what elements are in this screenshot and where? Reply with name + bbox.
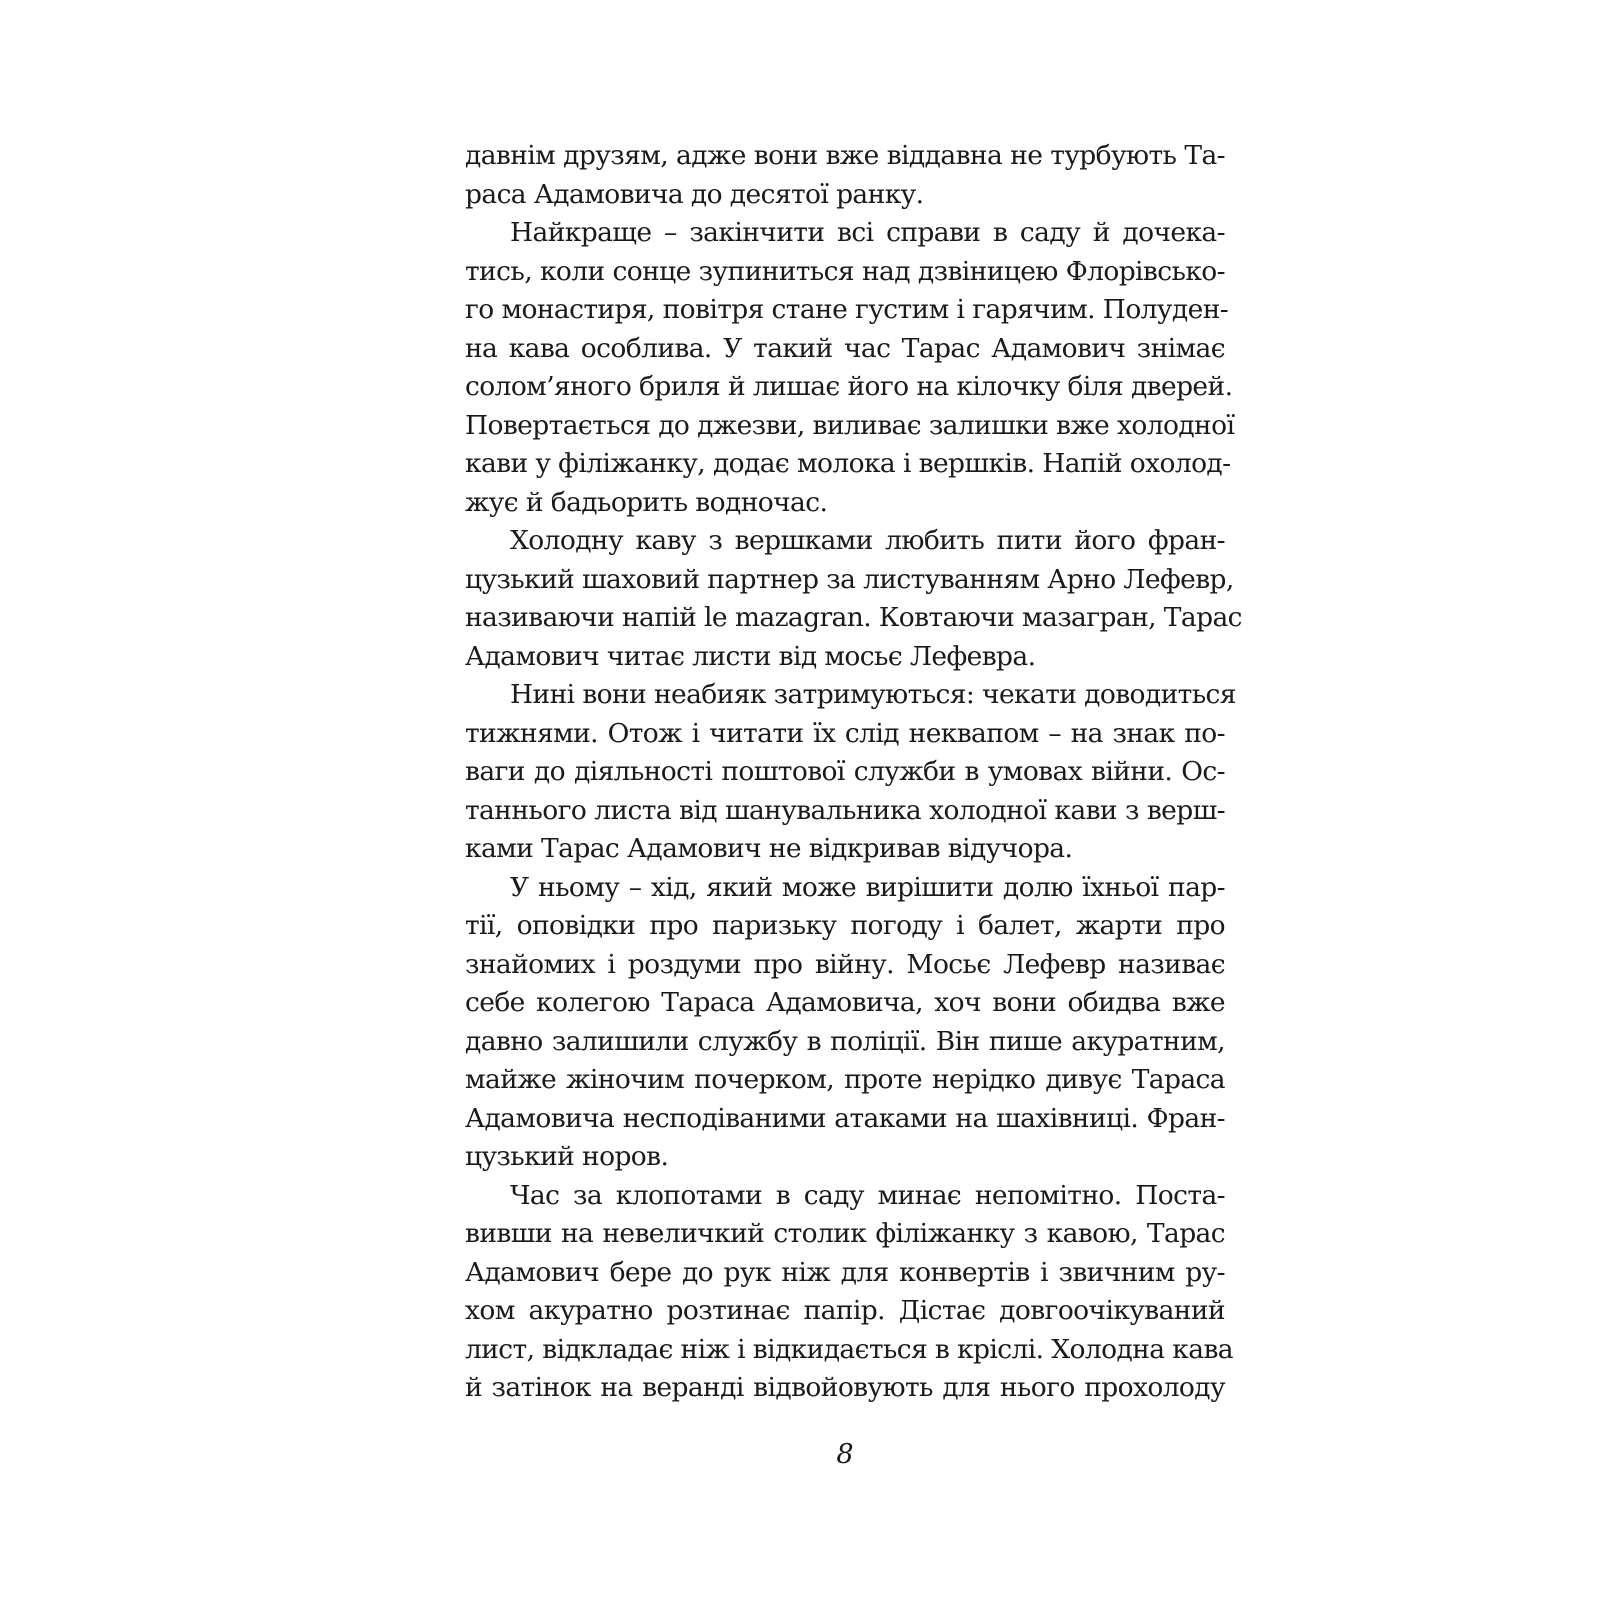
page-number: 8	[836, 1439, 854, 1470]
text-line: цузький норов.	[465, 1141, 669, 1172]
text-line: Повертається до джезви, виливає залишки вже холодної	[465, 409, 1235, 441]
text-line: раса Адамовича до десятої ранку.	[465, 178, 924, 210]
text-line: Адамовича несподіваними атаками на шахівниці. Фран-	[465, 1102, 1225, 1134]
text-line: Час за клопотами в саду минає непомітно. Поста-	[510, 1179, 1225, 1211]
text-line: ваги до діяльності поштової служби в умовах війни. Ос-	[465, 756, 1225, 787]
text-line: У ньому – хід, який може вирішити долю їхньої пар-	[510, 871, 1225, 903]
text-line: Нині вони неабияк затримуються: чекати доводиться	[510, 679, 1236, 710]
page-text	[465, 137, 1242, 1408]
text-line: тії, оповідки про паризьку погоду і балет, жарти про	[465, 910, 1225, 941]
text-line: вивши на невеличкий столик філіжанку з кавою, Тарас	[465, 1218, 1225, 1249]
text-line: давнім друзям, адже вони вже віддавна не турбують Та-	[465, 140, 1225, 171]
text-line: хом акуратно розтинає папір. Дістає довгоочікуваний	[465, 1295, 1225, 1326]
text-line: Холодну каву з вершками любить пити його фран-	[510, 525, 1225, 556]
text-line: жує й бадьорить водночас.	[465, 486, 828, 518]
text-line: тись, коли сонце зупиниться над дзвіницею Флорівсько-	[465, 255, 1225, 287]
text-line: кави у філіжанку, додає молока і вершків. Напій охолод-	[465, 448, 1231, 479]
text-line: солом’яного бриля й лишає його на кілочку біля дверей.	[465, 371, 1233, 402]
text-line: ками Тарас Адамович не відкривав відучора.	[465, 833, 1073, 864]
text-line: знайомих і роздуми про війну. Мосьє Лефевр називає	[465, 948, 1225, 980]
text-line: Адамович читає листи від мосьє Лефевра.	[465, 640, 1036, 672]
text-line: Адамович бере до рук ніж для конвертів і звичним ру-	[465, 1256, 1225, 1288]
text-line: таннього листа від шанувальника холодної кави з верш-	[465, 794, 1225, 826]
text-line: майже жіночим почерком, проте нерідко дивує Тараса	[465, 1064, 1225, 1095]
text-line: себе колегою Тараса Адамовича, хоч вони обидва вже	[465, 987, 1225, 1018]
text-line: цузький шаховий партнер за листуванням Арно Лефевр,	[465, 563, 1234, 595]
text-line: тижнями. Отож і читати їх слід неквапом – на знак по-	[465, 717, 1225, 749]
text-line: Найкраще – закінчити всі справи в саду й дочека-	[510, 217, 1225, 248]
text-line: лист, відкладає ніж і відкидається в кріслі. Холодна кава	[465, 1333, 1233, 1365]
text-line: називаючи напій le mazagran. Ковтаючи мазагран, Тарас	[465, 602, 1242, 633]
text-line: давно залишили службу в поліції. Він пише акуратним,	[465, 1025, 1225, 1057]
text-line: на кава особлива. У такий час Тарас Адамович знімає	[465, 332, 1225, 364]
text-line: го монастиря, повітря стане густим і гарячим. Полуден-	[465, 294, 1229, 325]
text-line: й затінок на веранді відвойовують для нього прохолоду	[465, 1372, 1225, 1403]
